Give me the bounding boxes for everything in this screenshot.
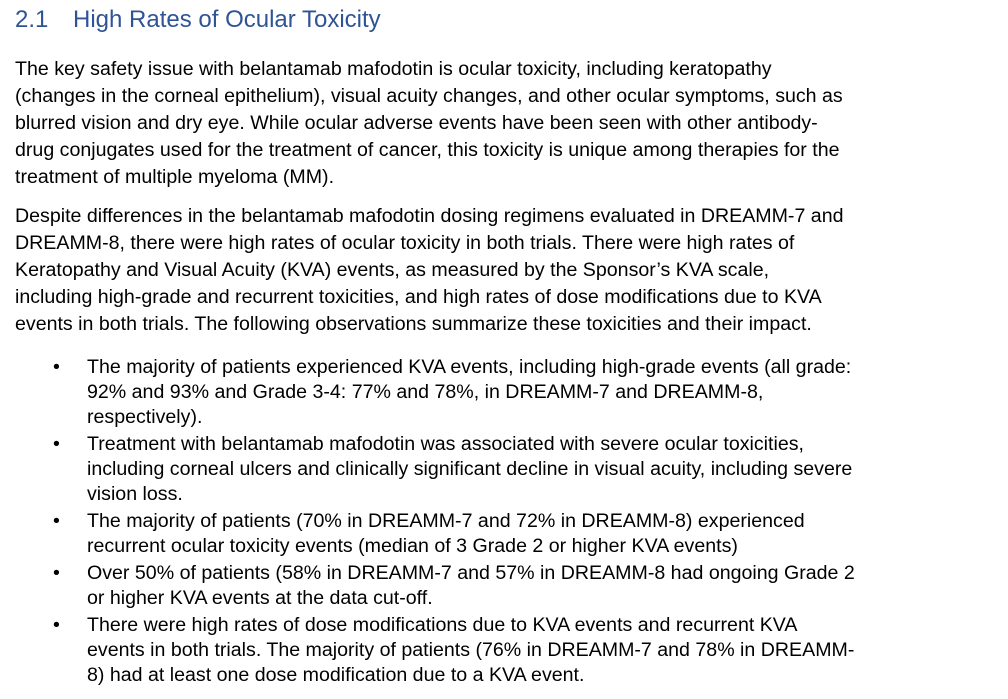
bullet-glyph: •: [53, 562, 60, 584]
bullet-glyph: •: [53, 614, 60, 636]
bullet-line: There were high rates of dose modifications due to KVA events and recurrent KVA: [87, 614, 798, 636]
bullet-item-ongoing-events: [0, 561, 1008, 611]
bullet-line: or higher KVA events at the data cut-off.: [87, 587, 433, 609]
section-heading: [15, 5, 381, 35]
bullet-glyph: •: [53, 356, 60, 378]
observations-bullet-list: [0, 355, 1008, 690]
paragraph-line: Despite differences in the belantamab mafodotin dosing regimens evaluated in DREAMM-7 and: [15, 205, 844, 227]
paragraph-line: blurred vision and dry eye. While ocular adverse events have been seen with other antibody-: [15, 112, 818, 134]
bullet-line: vision loss.: [87, 483, 183, 505]
bullet-item-kva-events: [0, 355, 1008, 430]
bullet-line: Over 50% of patients (58% in DREAMM-7 and 57% in DREAMM-8 had ongoing Grade 2: [87, 562, 855, 584]
section-title: High Rates of Ocular Toxicity: [73, 6, 381, 33]
bullet-item-severe-toxicities: [0, 432, 1008, 507]
paragraph-line: events in both trials. The following observations summarize these toxicities and their impact.: [15, 313, 812, 335]
bullet-glyph: •: [53, 510, 60, 532]
bullet-line: 92% and 93% and Grade 3-4: 77% and 78%, in DREAMM-7 and DREAMM-8,: [87, 381, 764, 403]
bullet-line: including corneal ulcers and clinically significant decline in visual acuity, including severe: [87, 458, 853, 480]
paragraph-line: including high-grade and recurrent toxicities, and high rates of dose modifications due to KVA: [15, 286, 822, 308]
section-number: 2.1: [15, 6, 49, 33]
paragraph-line: DREAMM-8, there were high rates of ocular toxicity in both trials. There were high rates of: [15, 232, 795, 254]
bullet-item-recurrent-events: [0, 509, 1008, 559]
bullet-line: The majority of patients experienced KVA events, including high-grade events (all grade:: [87, 356, 852, 378]
bullet-item-dose-modifications: [0, 613, 1008, 688]
paragraph-line: drug conjugates used for the treatment of cancer, this toxicity is unique among therapies for the: [15, 139, 840, 161]
bullet-line: respectively).: [87, 406, 203, 428]
bullet-line: Treatment with belantamab mafodotin was associated with severe ocular toxicities,: [87, 433, 804, 455]
paragraph-line: (changes in the corneal epithelium), visual acuity changes, and other ocular symptoms, such as: [15, 85, 843, 107]
paragraph-line: The key safety issue with belantamab mafodotin is ocular toxicity, including keratopathy: [15, 58, 772, 80]
bullet-glyph: •: [53, 433, 60, 455]
paragraph-line: treatment of multiple myeloma (MM).: [15, 166, 335, 188]
bullet-line: recurrent ocular toxicity events (median of 3 Grade 2 or higher KVA events): [87, 535, 738, 557]
bullet-line: 8) had at least one dose modification due to a KVA event.: [87, 664, 585, 686]
paragraph-line: Keratopathy and Visual Acuity (KVA) events, as measured by the Sponsor’s KVA scale,: [15, 259, 770, 281]
bullet-line: events in both trials. The majority of patients (76% in DREAMM-7 and 78% in DREAMM-: [87, 639, 855, 661]
bullet-line: The majority of patients (70% in DREAMM-7 and 72% in DREAMM-8) experienced: [87, 510, 805, 532]
paragraph-dosing-differences: [15, 203, 990, 338]
paragraph-key-safety-issue: [15, 56, 990, 191]
